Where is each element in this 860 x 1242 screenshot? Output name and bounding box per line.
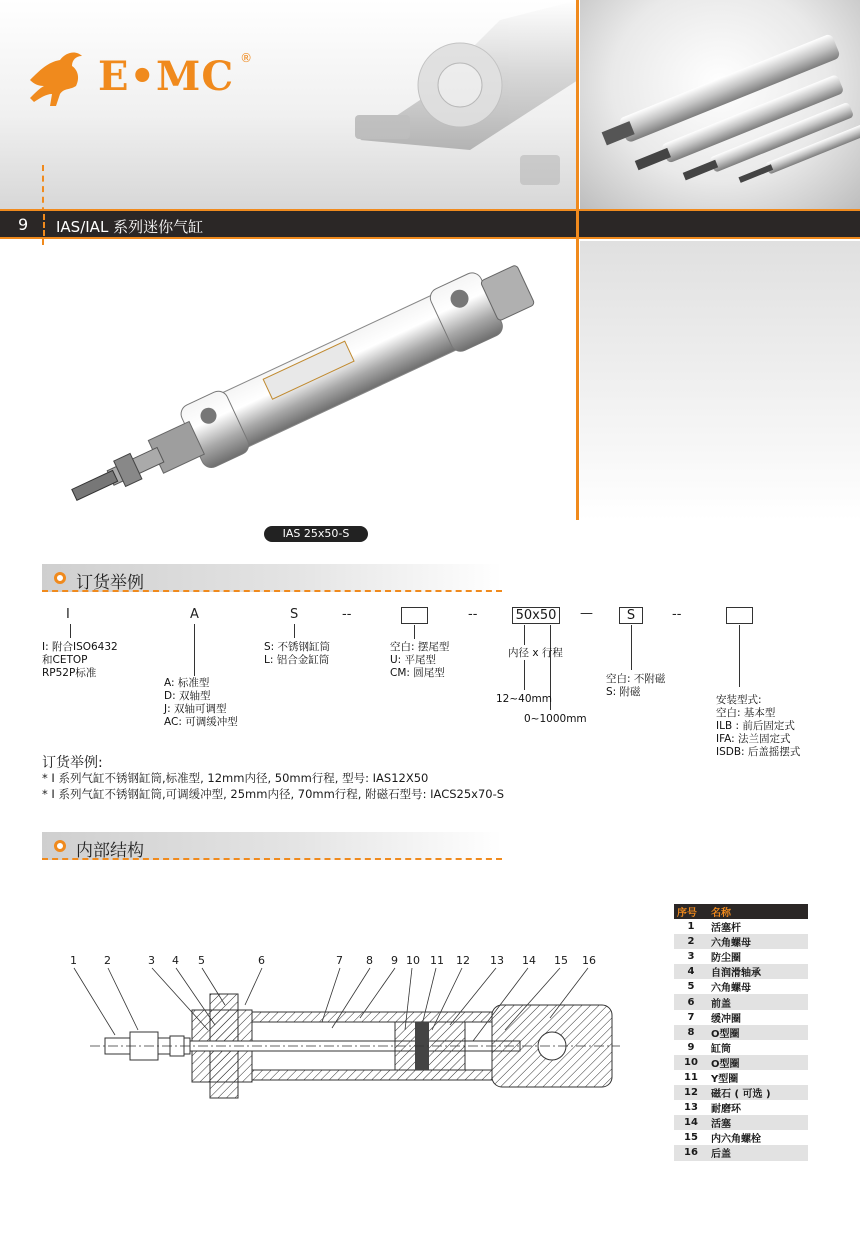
table-row (674, 964, 808, 979)
col-name-header: 名称 (708, 904, 808, 919)
title-separator (43, 214, 45, 236)
drawing-label: 14 (522, 954, 536, 967)
part-name: Y型圈 (711, 1073, 739, 1085)
desc-tail: 空白: 摆尾型 U: 平尾型 CM: 圆尾型 (390, 641, 450, 679)
table-row (674, 1070, 808, 1085)
brand-logo (20, 40, 252, 112)
desc-magnet: 空白: 不附磁 S: 附磁 (606, 673, 666, 698)
part-number: 9 (687, 1041, 695, 1053)
part-number: 4 (674, 964, 708, 979)
title-bar (0, 209, 860, 239)
part-number: 12 (674, 1085, 708, 1100)
part-number: 14 (674, 1115, 708, 1130)
drawing-label: 9 (391, 954, 398, 967)
part-name: O型圈 (708, 1055, 808, 1070)
part-name: 内六角螺栓 (711, 1134, 761, 1146)
part-name: 六角螺母 (711, 983, 751, 995)
part-number: 11 (684, 1071, 698, 1083)
desc-bore-range: 12~40mm (496, 693, 552, 705)
section-order-header (42, 564, 502, 592)
code-dash-2: -- (468, 607, 478, 622)
part-number: 5 (687, 981, 695, 993)
part-name: 活塞杆 (711, 923, 741, 935)
code-long-dash: — (580, 606, 593, 621)
table-row (674, 1145, 808, 1160)
drawing-label: 8 (366, 954, 373, 967)
code-box-magnet: S (619, 607, 643, 624)
table-row (674, 979, 808, 994)
right-gradient-panel (580, 241, 860, 521)
product-caption: IAS 25x50-S (264, 526, 368, 542)
part-name: 耐磨环 (711, 1104, 741, 1116)
part-name: 六角螺母 (708, 934, 808, 949)
cylinder-product-image (60, 255, 560, 515)
table-row (674, 1010, 808, 1025)
drawing-label: 12 (456, 954, 470, 967)
parts-table-header (674, 904, 808, 919)
desc-type: A: 标准型 D: 双轴型 J: 双轴可调型 AC: 可调缓冲型 (164, 677, 238, 728)
section-internal-header (42, 832, 502, 860)
drawing-label: 7 (336, 954, 343, 967)
part-name: 后盖 (708, 1145, 808, 1160)
part-number: 8 (674, 1025, 708, 1040)
page-number: 9 (18, 215, 29, 234)
table-row (674, 1100, 808, 1115)
table-row (674, 1055, 808, 1070)
part-number: 2 (674, 934, 708, 949)
part-name: 活塞 (708, 1115, 808, 1130)
table-row (674, 949, 808, 964)
code-box-mount (726, 607, 753, 624)
part-name: O型圈 (708, 1025, 808, 1040)
connector-line (739, 625, 740, 687)
drawing-label: 3 (148, 954, 155, 967)
connector-line (414, 625, 415, 639)
code-seg-a: A (190, 607, 199, 622)
desc-barrel: S: 不锈钢缸筒 L: 铝合金缸筒 (264, 641, 331, 666)
drawing-label: 4 (172, 954, 179, 967)
connector-line (194, 624, 195, 676)
cross-section-drawing (60, 950, 620, 1130)
bullet-icon (54, 572, 66, 584)
ram-logo-icon (20, 40, 92, 112)
part-number: 13 (684, 1102, 698, 1114)
order-example-line: * I 系列气缸不锈钢缸筒,可调缓冲型, 25mm内径, 70mm行程, 附磁石型号: IACS25x70-S (42, 787, 505, 801)
table-row (674, 1130, 808, 1145)
brand-name: E•MC (98, 52, 235, 100)
code-seg-i: I (66, 607, 70, 622)
part-name: 磁石 ( 可选 ) (708, 1085, 808, 1100)
order-example-line: * I 系列气缸不锈钢缸筒,标准型, 12mm内径, 50mm行程, 型号: IAS12X50 (42, 771, 429, 785)
desc-mounting: 安装型式: 空白: 基本型 ILB : 前后固定式 IFA: 法兰固定式 ISDB: 后盖摇摆式 (716, 694, 801, 758)
part-name: 缓冲圈 (711, 1013, 741, 1025)
part-name: 自润滑轴承 (708, 964, 808, 979)
part-name: 防尘圈 (711, 953, 741, 965)
table-row (674, 1085, 808, 1100)
connector-line (70, 624, 71, 638)
table-row (674, 1025, 808, 1040)
part-name: 缸筒 (711, 1043, 731, 1055)
drawing-label: 10 (406, 954, 420, 967)
code-dash-3: -- (672, 607, 682, 622)
connector-line (524, 625, 525, 645)
drawing-label: 16 (582, 954, 596, 967)
table-row (674, 1040, 808, 1055)
drawing-label: 2 (104, 954, 111, 967)
section-order-title: 订货举例 (76, 573, 144, 593)
code-box-bore-stroke: 50x50 (512, 607, 560, 624)
drawing-label: 15 (554, 954, 568, 967)
connector-line (524, 660, 525, 690)
connector-line (631, 625, 632, 670)
cylinder-cross-section-diagram (60, 950, 620, 1130)
drawing-label: 5 (198, 954, 205, 967)
section-internal-title: 内部结构 (76, 841, 144, 861)
code-box-tail (401, 607, 428, 624)
page-title: IAS/IAL 系列迷你气缸 (56, 218, 204, 236)
product-image (60, 255, 560, 515)
parts-table (674, 904, 808, 1161)
table-row (674, 919, 808, 934)
vertical-divider (576, 0, 579, 520)
part-number: 3 (687, 951, 695, 963)
table-row (674, 1115, 808, 1130)
part-number: 1 (687, 921, 695, 933)
header-photo (580, 0, 860, 210)
order-examples-title: 订货举例: (42, 755, 103, 771)
part-number: 6 (674, 994, 708, 1009)
part-number: 15 (684, 1132, 698, 1144)
connector-line (294, 624, 295, 638)
part-number: 10 (674, 1055, 708, 1070)
desc-bore-stroke: 内径 x 行程 (508, 647, 563, 659)
code-dash-1: -- (342, 607, 352, 622)
drawing-label: 1 (70, 954, 77, 967)
part-number: 16 (674, 1145, 708, 1160)
part-name: 前盖 (708, 994, 808, 1009)
desc-standard: I: 附合ISO6432 和CETOP RP52P标准 (42, 641, 118, 679)
drawing-label: 13 (490, 954, 504, 967)
cylinders-photo-image (580, 0, 860, 210)
drawing-label: 6 (258, 954, 265, 967)
code-seg-s: S (290, 607, 299, 622)
bullet-icon (54, 840, 66, 852)
col-number-header: 序号 (674, 904, 708, 919)
desc-stroke-range: 0~1000mm (524, 713, 587, 725)
table-row (674, 994, 808, 1009)
registered-mark: ® (240, 51, 253, 65)
drawing-label: 11 (430, 954, 444, 967)
part-number: 7 (687, 1011, 695, 1023)
table-row (674, 934, 808, 949)
